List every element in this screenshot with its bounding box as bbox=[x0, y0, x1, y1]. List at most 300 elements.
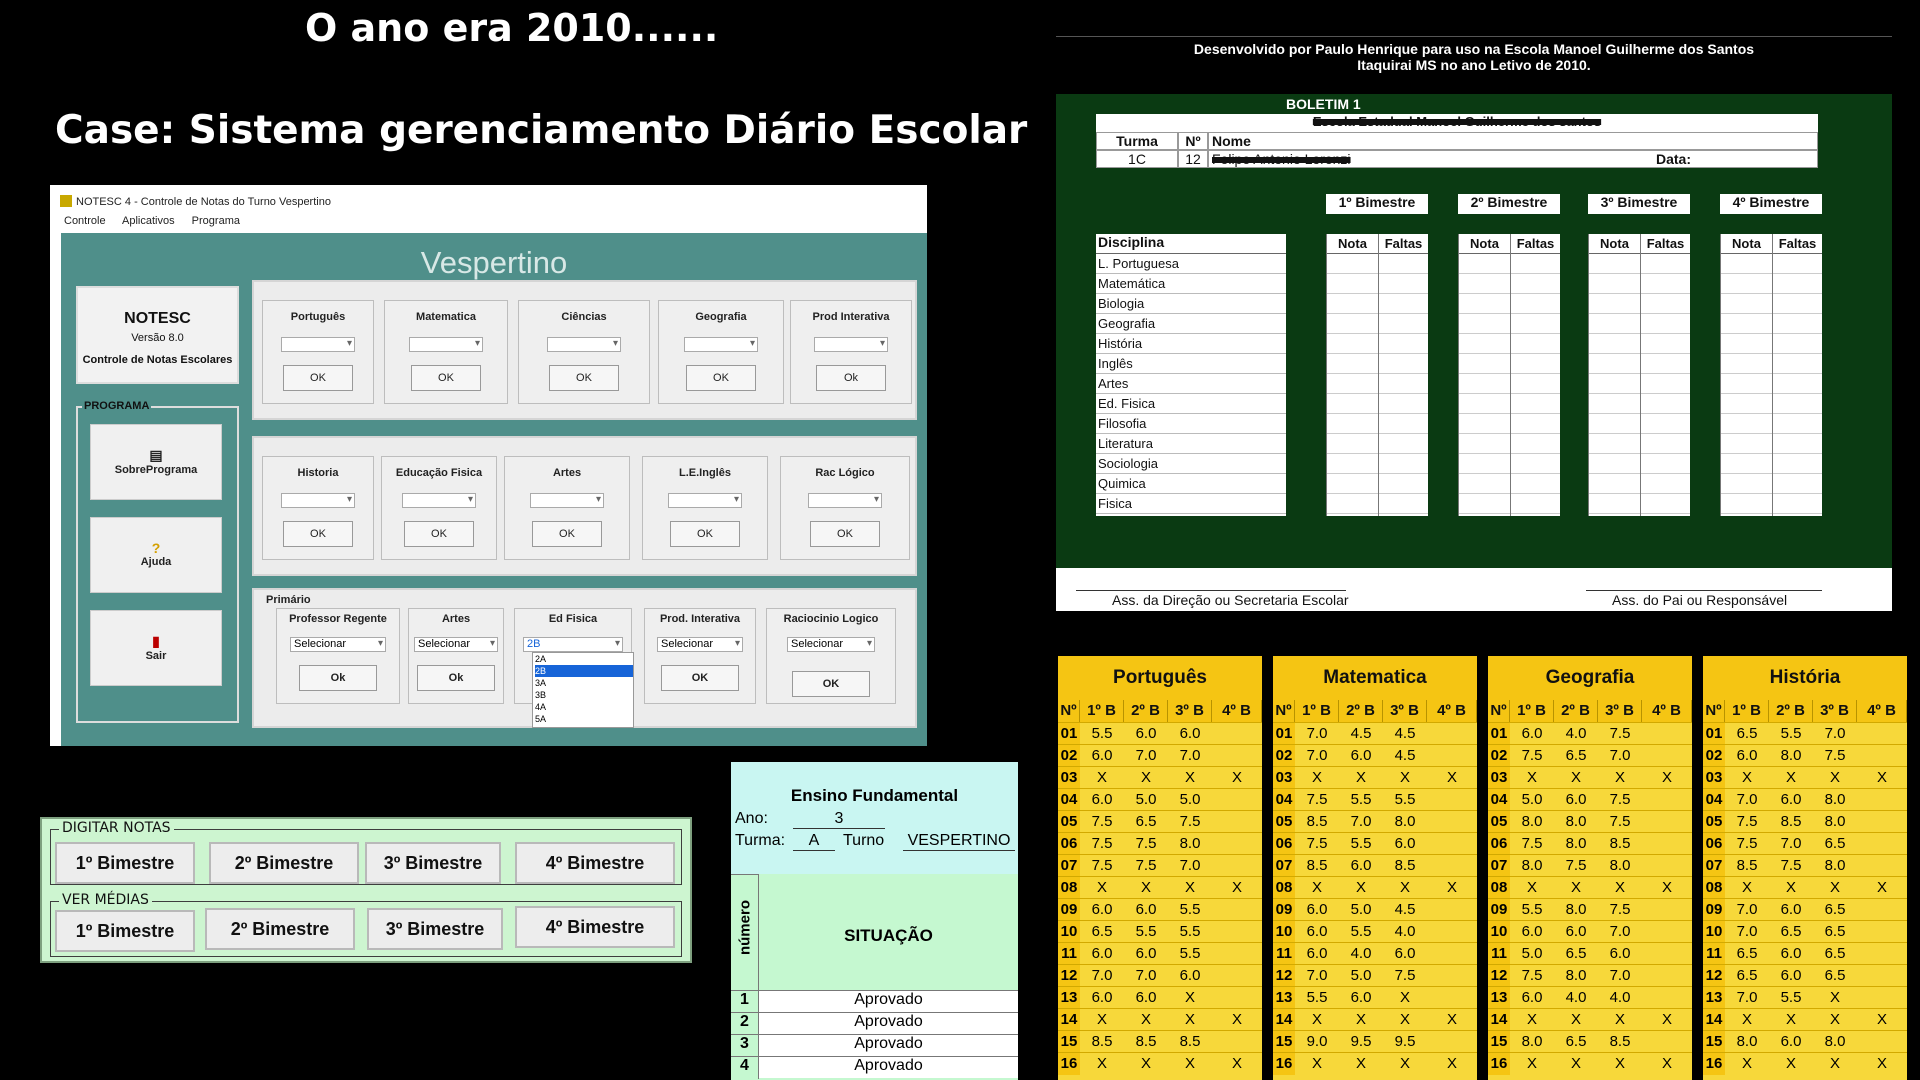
grade-value: 7.5 bbox=[1091, 857, 1113, 874]
row-number: 05 bbox=[1058, 811, 1080, 833]
grade-cell[interactable] bbox=[1589, 254, 1640, 274]
app-name: NOTESC bbox=[124, 310, 191, 327]
table-row bbox=[1273, 964, 1477, 986]
grade-cell[interactable] bbox=[1721, 274, 1772, 294]
grade-cell[interactable] bbox=[1641, 354, 1690, 374]
grade-cell[interactable] bbox=[1327, 394, 1378, 414]
row-number: 06 bbox=[1488, 833, 1510, 855]
grade-value: 6.0 bbox=[1306, 901, 1328, 918]
grade-cell[interactable] bbox=[1459, 254, 1510, 274]
grade-cell[interactable] bbox=[1721, 494, 1772, 514]
grade-cell[interactable] bbox=[1773, 334, 1822, 354]
grade-value: 7.5 bbox=[1394, 967, 1416, 984]
grade-cell[interactable] bbox=[1773, 354, 1822, 374]
grade-cell[interactable] bbox=[1589, 394, 1640, 414]
matematica-dropdown[interactable] bbox=[409, 337, 483, 352]
grade-value: 8.0 bbox=[1609, 857, 1631, 874]
grade-value: 7.0 bbox=[1609, 923, 1631, 940]
professor-regente-select[interactable]: Selecionar ▾ bbox=[290, 637, 386, 652]
disciplina-row: Ed. Fisica bbox=[1096, 394, 1286, 414]
grade-cell[interactable] bbox=[1511, 314, 1560, 334]
row-number: 09 bbox=[1703, 899, 1725, 921]
exit-door-icon: ▮ bbox=[152, 633, 160, 649]
grade-value: 6.0 bbox=[1091, 791, 1113, 808]
le-ingles-dropdown[interactable] bbox=[668, 493, 742, 508]
digitar-4-bimestre-button[interactable]: 4º Bimestre bbox=[515, 842, 675, 884]
grade-cell[interactable] bbox=[1641, 334, 1690, 354]
grade-value: 6.0 bbox=[1135, 901, 1157, 918]
grade-cell[interactable] bbox=[1721, 354, 1772, 374]
grade-cell[interactable] bbox=[1773, 454, 1822, 474]
ajuda-button[interactable]: ? Ajuda bbox=[90, 517, 222, 593]
disciplina-row: História bbox=[1096, 334, 1286, 354]
grade-cell[interactable] bbox=[1511, 254, 1560, 274]
turno-value: VESPERTINO bbox=[903, 832, 1015, 851]
grade-value: 7.5 bbox=[1609, 791, 1631, 808]
sobre-programa-button[interactable]: ▤ SobrePrograma bbox=[90, 424, 222, 500]
rac-logico-ok-button[interactable]: OK bbox=[810, 521, 880, 547]
dropdown-option[interactable]: 2A bbox=[535, 654, 547, 664]
prod-interativa-select[interactable]: Selecionar ▾ bbox=[657, 637, 743, 652]
grade-value: 7.5 bbox=[1091, 835, 1113, 852]
table-row bbox=[1488, 1052, 1692, 1074]
ver-1-bimestre-button[interactable]: 1º Bimestre bbox=[55, 910, 195, 952]
bimestre-3-faltas-column bbox=[1640, 234, 1690, 516]
grade-cell[interactable] bbox=[1589, 474, 1640, 494]
raciocinio-logico-select[interactable]: Selecionar ▾ bbox=[787, 637, 875, 652]
row-number: 08 bbox=[1058, 877, 1080, 899]
grade-value: 8.0 bbox=[1736, 1033, 1758, 1050]
grade-value: X bbox=[1526, 769, 1537, 786]
ver-4-bimestre-button[interactable]: 4º Bimestre bbox=[515, 906, 675, 948]
grade-cell[interactable] bbox=[1641, 494, 1690, 514]
grade-cell[interactable] bbox=[1511, 414, 1560, 434]
grade-cell[interactable] bbox=[1641, 374, 1690, 394]
rac-logico-dropdown[interactable] bbox=[808, 493, 882, 508]
digitar-3-bimestre-button[interactable]: 3º Bimestre bbox=[365, 842, 501, 884]
dropdown-option-selected[interactable]: 2B bbox=[535, 665, 633, 677]
grade-cell[interactable] bbox=[1511, 354, 1560, 374]
grade-cell[interactable] bbox=[1721, 434, 1772, 454]
subjects-row-2 bbox=[252, 436, 917, 576]
grade-cell[interactable] bbox=[1379, 334, 1428, 354]
grade-cell[interactable] bbox=[1511, 434, 1560, 454]
grade-cell[interactable] bbox=[1589, 314, 1640, 334]
primario-label: Primário bbox=[266, 594, 311, 606]
grade-value: X bbox=[1399, 989, 1410, 1006]
grade-cell[interactable] bbox=[1379, 354, 1428, 374]
sign-right-label: Ass. do Pai ou Responsável bbox=[1612, 592, 1788, 608]
artes-ok-button[interactable]: OK bbox=[532, 521, 602, 547]
grade-column-header: Nº bbox=[1488, 700, 1510, 722]
table-row bbox=[1273, 898, 1477, 920]
faltas-header: Faltas bbox=[1773, 234, 1822, 254]
table-row bbox=[1273, 810, 1477, 832]
grade-cell[interactable] bbox=[1327, 494, 1378, 514]
grade-cell[interactable] bbox=[1379, 254, 1428, 274]
educacao-fisica-dropdown[interactable] bbox=[402, 493, 476, 508]
grade-cell[interactable] bbox=[1459, 374, 1510, 394]
grade-value: X bbox=[1614, 879, 1625, 896]
grade-cell[interactable] bbox=[1641, 314, 1690, 334]
row-number: 13 bbox=[1488, 987, 1510, 1009]
grade-value: X bbox=[1355, 769, 1366, 786]
grade-table-subject: História bbox=[1703, 656, 1907, 700]
grade-cell[interactable] bbox=[1379, 434, 1428, 454]
data-label: Data: bbox=[1656, 151, 1692, 167]
grade-column-header: 4º B bbox=[1427, 700, 1477, 722]
menu-aplicativos[interactable]: Aplicativos bbox=[122, 215, 175, 227]
app-version: Versão 8.0 bbox=[131, 332, 184, 344]
boletim-title: BOLETIM 1 bbox=[1286, 96, 1361, 112]
disciplina-row: Literatura bbox=[1096, 434, 1286, 454]
grade-value: 5.5 bbox=[1179, 945, 1201, 962]
grade-cell[interactable] bbox=[1641, 414, 1690, 434]
table-row bbox=[1703, 986, 1907, 1008]
row-number: 02 bbox=[1273, 745, 1295, 767]
grade-value: 6.0 bbox=[1780, 967, 1802, 984]
bimestre-2-nota-column bbox=[1458, 234, 1510, 516]
raciocinio-logico-ok-button[interactable]: OK bbox=[792, 671, 870, 697]
grade-value: 9.5 bbox=[1394, 1033, 1416, 1050]
disciplina-header: Disciplina bbox=[1096, 234, 1286, 254]
ver-3-bimestre-button[interactable]: 3º Bimestre bbox=[367, 908, 503, 950]
grade-value: 8.5 bbox=[1306, 813, 1328, 830]
row-number: 01 bbox=[1273, 723, 1295, 745]
grade-value: 6.0 bbox=[1306, 923, 1328, 940]
grade-cell[interactable] bbox=[1327, 274, 1378, 294]
grade-value: X bbox=[1399, 879, 1410, 896]
row-number: 11 bbox=[1273, 943, 1295, 965]
dropdown-option[interactable]: 4A bbox=[535, 702, 547, 712]
grade-table-3 bbox=[1703, 656, 1907, 1080]
row-number: 11 bbox=[1703, 943, 1725, 965]
table-row bbox=[1488, 722, 1692, 744]
grade-value: 6.0 bbox=[1780, 901, 1802, 918]
grade-cell[interactable] bbox=[1459, 274, 1510, 294]
table-row bbox=[1273, 788, 1477, 810]
grade-value: 7.5 bbox=[1609, 901, 1631, 918]
faltas-header: Faltas bbox=[1379, 234, 1428, 254]
grade-value: 7.0 bbox=[1780, 835, 1802, 852]
grade-cell[interactable] bbox=[1721, 474, 1772, 494]
row-number: 10 bbox=[1703, 921, 1725, 943]
grade-cell[interactable] bbox=[1511, 394, 1560, 414]
digitar-2-bimestre-button[interactable]: 2º Bimestre bbox=[209, 842, 359, 884]
grade-value: 8.0 bbox=[1824, 813, 1846, 830]
grade-value: 8.0 bbox=[1394, 813, 1416, 830]
grade-cell[interactable] bbox=[1379, 454, 1428, 474]
app-info-card bbox=[76, 286, 239, 384]
grade-cell[interactable] bbox=[1721, 254, 1772, 274]
ver-2-bimestre-button[interactable]: 2º Bimestre bbox=[205, 908, 355, 950]
table-row bbox=[1488, 744, 1692, 766]
row-number: 05 bbox=[1703, 811, 1725, 833]
grade-value: X bbox=[1355, 1055, 1366, 1072]
row-number: 13 bbox=[1273, 987, 1295, 1009]
dropdown-option[interactable]: 5A bbox=[535, 714, 547, 724]
grade-cell[interactable] bbox=[1379, 494, 1428, 514]
grade-value: 6.0 bbox=[1394, 835, 1416, 852]
grade-cell[interactable] bbox=[1589, 294, 1640, 314]
nota-header: Nota bbox=[1721, 234, 1772, 254]
grade-value: 5.5 bbox=[1350, 923, 1372, 940]
professor-regente-ok-button[interactable]: Ok bbox=[299, 665, 377, 691]
grade-value: X bbox=[1526, 879, 1537, 896]
menu-programa[interactable]: Programa bbox=[191, 215, 240, 227]
grade-value: X bbox=[1140, 1055, 1151, 1072]
grade-cell[interactable] bbox=[1327, 294, 1378, 314]
prod-interativa-dropdown[interactable] bbox=[814, 337, 888, 352]
grade-cell[interactable] bbox=[1459, 334, 1510, 354]
grade-value: X bbox=[1614, 1011, 1625, 1028]
grade-cell[interactable] bbox=[1327, 414, 1378, 434]
grade-cell[interactable] bbox=[1327, 314, 1378, 334]
table-row bbox=[1703, 722, 1907, 744]
menu-controle[interactable]: Controle bbox=[64, 215, 106, 227]
artes-select[interactable]: Selecionar ▾ bbox=[414, 637, 498, 652]
grade-cell[interactable] bbox=[1641, 254, 1690, 274]
dropdown-option[interactable]: 3A bbox=[535, 678, 547, 688]
grade-cell[interactable] bbox=[1773, 294, 1822, 314]
grade-cell[interactable] bbox=[1511, 274, 1560, 294]
slide-title-year: O ano era 2010...... bbox=[305, 6, 719, 50]
grade-cell[interactable] bbox=[1511, 494, 1560, 514]
grade-value: X bbox=[1526, 1055, 1537, 1072]
prod-interativa-primario-ok-button[interactable]: OK bbox=[661, 665, 739, 691]
grade-value: 5.5 bbox=[1350, 835, 1372, 852]
grade-cell[interactable] bbox=[1773, 474, 1822, 494]
row-number: 04 bbox=[1703, 789, 1725, 811]
grade-cell[interactable] bbox=[1379, 474, 1428, 494]
row-number: 07 bbox=[1273, 855, 1295, 877]
grade-cell[interactable] bbox=[1721, 374, 1772, 394]
grade-cell[interactable] bbox=[1459, 414, 1510, 434]
grade-value: 7.5 bbox=[1609, 813, 1631, 830]
grade-value: 7.0 bbox=[1609, 967, 1631, 984]
grade-value: 5.0 bbox=[1135, 791, 1157, 808]
grade-cell[interactable] bbox=[1721, 314, 1772, 334]
grade-cell[interactable] bbox=[1589, 434, 1640, 454]
ciencias-dropdown[interactable] bbox=[547, 337, 621, 352]
historia-dropdown[interactable] bbox=[281, 493, 355, 508]
prod-interativa-ok-button[interactable]: Ok bbox=[816, 365, 886, 391]
table-row bbox=[1488, 964, 1692, 986]
grade-cell[interactable] bbox=[1589, 454, 1640, 474]
ensino-fundamental-sheet bbox=[731, 762, 1018, 1080]
grade-cell[interactable] bbox=[1721, 294, 1772, 314]
row-number: 05 bbox=[1273, 811, 1295, 833]
grade-cell[interactable] bbox=[1327, 254, 1378, 274]
grade-cell[interactable] bbox=[1773, 394, 1822, 414]
subject-artes: Artes ▾ OK bbox=[504, 456, 630, 560]
grade-cell[interactable] bbox=[1379, 414, 1428, 434]
grade-column-header: 2º B bbox=[1124, 700, 1168, 722]
table-row bbox=[1703, 832, 1907, 854]
row-number: 14 bbox=[1488, 1009, 1510, 1031]
grade-cell[interactable] bbox=[1641, 474, 1690, 494]
educacao-fisica-ok-button[interactable]: OK bbox=[404, 521, 474, 547]
grade-cell[interactable] bbox=[1511, 334, 1560, 354]
grade-cell[interactable] bbox=[1379, 374, 1428, 394]
grade-value: 4.0 bbox=[1565, 725, 1587, 742]
row-number: 16 bbox=[1703, 1053, 1725, 1075]
grade-cell[interactable] bbox=[1773, 414, 1822, 434]
sair-button[interactable]: ▮ Sair bbox=[90, 610, 222, 686]
turma-label: Turma: bbox=[735, 832, 786, 849]
grade-value: 7.5 bbox=[1609, 725, 1631, 742]
bimestre-2-faltas-column bbox=[1510, 234, 1560, 516]
grade-cell[interactable] bbox=[1641, 274, 1690, 294]
le-ingles-ok-button[interactable]: OK bbox=[670, 521, 740, 547]
grade-value: X bbox=[1829, 879, 1840, 896]
portugues-ok-button[interactable]: OK bbox=[283, 365, 353, 391]
app-icon bbox=[60, 195, 72, 207]
ciencias-ok-button[interactable]: OK bbox=[549, 365, 619, 391]
grade-cell[interactable] bbox=[1721, 334, 1772, 354]
grade-value: 6.0 bbox=[1091, 989, 1113, 1006]
grade-cell[interactable] bbox=[1459, 454, 1510, 474]
grade-cell[interactable] bbox=[1511, 454, 1560, 474]
grade-cell[interactable] bbox=[1589, 494, 1640, 514]
historia-ok-button[interactable]: OK bbox=[283, 521, 353, 547]
grade-cell[interactable] bbox=[1459, 354, 1510, 374]
table-row bbox=[1058, 722, 1262, 744]
grade-value: X bbox=[1399, 1055, 1410, 1072]
row-number: 14 bbox=[1703, 1009, 1725, 1031]
grade-cell[interactable] bbox=[1511, 294, 1560, 314]
grade-value: 6.5 bbox=[1565, 1033, 1587, 1050]
grade-cell[interactable] bbox=[1721, 414, 1772, 434]
row-number: 14 bbox=[1273, 1009, 1295, 1031]
grade-value: 8.5 bbox=[1394, 857, 1416, 874]
grade-cell[interactable] bbox=[1641, 294, 1690, 314]
window-body bbox=[61, 233, 927, 746]
table-row bbox=[1703, 898, 1907, 920]
developer-credit: Desenvolvido por Paulo Henrique para uso na Escola Manoel Guilherme dos Santos bbox=[1193, 41, 1755, 57]
grade-cell[interactable] bbox=[1459, 474, 1510, 494]
grade-cell[interactable] bbox=[1589, 414, 1640, 434]
grade-cell[interactable] bbox=[1327, 474, 1378, 494]
grade-cell[interactable] bbox=[1459, 434, 1510, 454]
grade-table-2 bbox=[1488, 656, 1692, 1080]
grade-value: X bbox=[1355, 879, 1366, 896]
grade-cell[interactable] bbox=[1589, 334, 1640, 354]
grade-cell[interactable] bbox=[1511, 374, 1560, 394]
row-number: 06 bbox=[1058, 833, 1080, 855]
grade-cell[interactable] bbox=[1773, 494, 1822, 514]
grade-value: X bbox=[1184, 879, 1195, 896]
help-icon: ? bbox=[151, 540, 161, 556]
grade-value: 6.5 bbox=[1736, 967, 1758, 984]
grade-cell[interactable] bbox=[1379, 314, 1428, 334]
grade-value: 6.0 bbox=[1780, 945, 1802, 962]
grade-cell[interactable] bbox=[1641, 434, 1690, 454]
grade-cell[interactable] bbox=[1511, 474, 1560, 494]
grade-column-header: 3º B bbox=[1383, 700, 1427, 722]
row-number: 13 bbox=[1058, 987, 1080, 1009]
grade-cell[interactable] bbox=[1459, 394, 1510, 414]
grade-cell[interactable] bbox=[1459, 494, 1510, 514]
grade-cell[interactable] bbox=[1459, 294, 1510, 314]
artes-primario-ok-button[interactable]: Ok bbox=[417, 665, 495, 691]
row-number: 10 bbox=[1488, 921, 1510, 943]
grade-value: 6.5 bbox=[1824, 923, 1846, 940]
row-number: 09 bbox=[1058, 899, 1080, 921]
grade-cell[interactable] bbox=[1773, 254, 1822, 274]
num-header: Nº bbox=[1178, 132, 1208, 150]
grade-cell[interactable] bbox=[1721, 394, 1772, 414]
artes-dropdown[interactable] bbox=[530, 493, 604, 508]
grade-cell[interactable] bbox=[1327, 334, 1378, 354]
grade-value: X bbox=[1231, 879, 1242, 896]
grade-cell[interactable] bbox=[1327, 434, 1378, 454]
grade-value: X bbox=[1231, 769, 1242, 786]
grade-value: 8.0 bbox=[1179, 835, 1201, 852]
portugues-dropdown[interactable] bbox=[281, 337, 355, 352]
grade-value: 6.0 bbox=[1306, 945, 1328, 962]
grade-cell[interactable] bbox=[1641, 394, 1690, 414]
geografia-dropdown[interactable] bbox=[684, 337, 758, 352]
grade-cell[interactable] bbox=[1327, 354, 1378, 374]
grade-cell[interactable] bbox=[1773, 374, 1822, 394]
grade-cell[interactable] bbox=[1721, 454, 1772, 474]
row-number: 06 bbox=[1273, 833, 1295, 855]
grade-cell[interactable] bbox=[1589, 274, 1640, 294]
grade-table-subject: Português bbox=[1058, 656, 1262, 700]
grade-cell[interactable] bbox=[1379, 274, 1428, 294]
digitar-notas-label: DIGITAR NOTAS bbox=[59, 820, 174, 836]
grade-value: 6.5 bbox=[1824, 945, 1846, 962]
grade-value: X bbox=[1096, 769, 1107, 786]
grade-cell[interactable] bbox=[1379, 394, 1428, 414]
subject-portugues: Português ▾ OK bbox=[262, 300, 374, 404]
table-row bbox=[1703, 1030, 1907, 1052]
grade-value: X bbox=[1876, 769, 1887, 786]
grade-column-header: 4º B bbox=[1212, 700, 1262, 722]
grade-cell[interactable] bbox=[1327, 374, 1378, 394]
grade-cell[interactable] bbox=[1459, 314, 1510, 334]
grade-value: 8.0 bbox=[1565, 835, 1587, 852]
grade-value: 4.5 bbox=[1394, 747, 1416, 764]
grade-cell[interactable] bbox=[1773, 274, 1822, 294]
grade-column-header: 3º B bbox=[1813, 700, 1857, 722]
grade-cell[interactable] bbox=[1327, 454, 1378, 474]
ed-fisica-select[interactable]: 2B ▾ bbox=[523, 637, 623, 652]
window-title: NOTESC 4 - Controle de Notas do Turno Vespertino bbox=[76, 196, 331, 208]
grade-value: 6.0 bbox=[1565, 791, 1587, 808]
grade-cell[interactable] bbox=[1589, 354, 1640, 374]
grade-value: 6.0 bbox=[1609, 945, 1631, 962]
grade-cell[interactable] bbox=[1589, 374, 1640, 394]
numero-header: número bbox=[736, 900, 754, 956]
grade-cell[interactable] bbox=[1641, 454, 1690, 474]
geografia-ok-button[interactable]: OK bbox=[686, 365, 756, 391]
dropdown-option[interactable]: 3B bbox=[535, 690, 547, 700]
grade-cell[interactable] bbox=[1773, 314, 1822, 334]
grade-cell[interactable] bbox=[1379, 294, 1428, 314]
row-number: 15 bbox=[1703, 1031, 1725, 1053]
table-row bbox=[1273, 1030, 1477, 1052]
table-row bbox=[1703, 788, 1907, 810]
grade-cell[interactable] bbox=[1773, 434, 1822, 454]
digitar-1-bimestre-button[interactable]: 1º Bimestre bbox=[55, 842, 195, 884]
matematica-ok-button[interactable]: OK bbox=[411, 365, 481, 391]
grade-value: 7.5 bbox=[1179, 813, 1201, 830]
grade-value: 5.0 bbox=[1179, 791, 1201, 808]
table-row bbox=[1488, 920, 1692, 942]
grade-value: 7.5 bbox=[1135, 835, 1157, 852]
